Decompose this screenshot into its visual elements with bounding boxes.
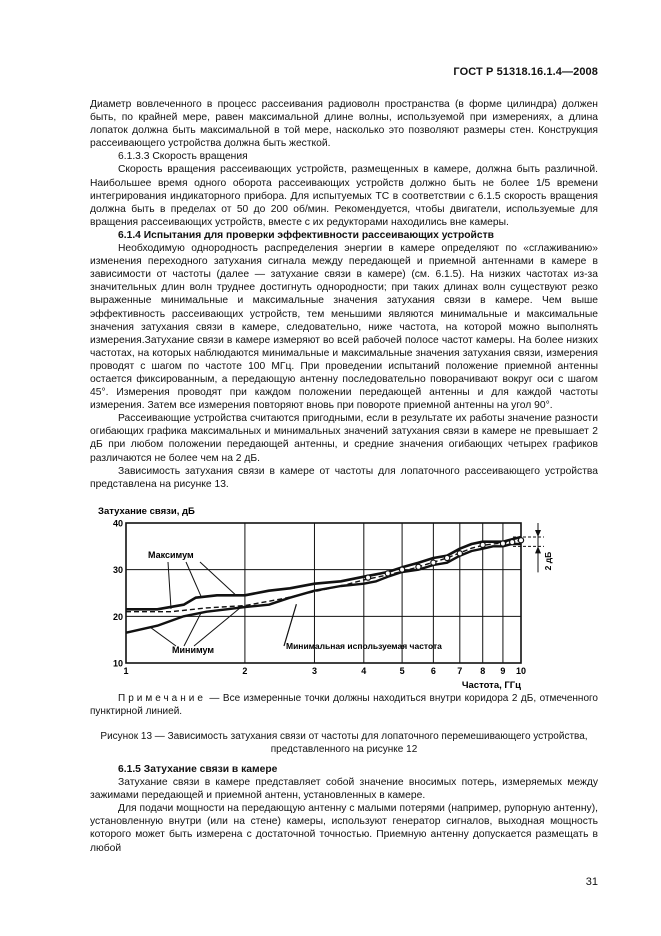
- measurement-point: [399, 567, 404, 572]
- y-tick-label: 20: [112, 611, 123, 622]
- paragraph: Диаметр вовлеченного в процесс рассеивания радиоволн пространства (в форме цилиндра) должен быть, по крайней мере, равен максимальной длине волны, используемой при измерениях, а длина лопаток должна быть максимальной в той мере, насколько это позволяют размеры стен. Конструкция рассеивающего устройства должна быть жесткой.: [90, 99, 598, 150]
- corridor-arrow-icon: [535, 546, 541, 553]
- measurement-point: [416, 564, 421, 569]
- page-number: 31: [585, 876, 598, 888]
- paragraph: Затухание связи в камере представляет собой значение вносимых потерь, измеряемых между зажимами передающей и приемной антенн, установленных в камере.: [90, 777, 598, 802]
- section-heading-6-1-5: 6.1.5 Затухание связи в камере: [118, 764, 278, 775]
- measurement-point: [480, 542, 485, 547]
- note-text: — Все измеренные точки должны находиться внутри коридора 2 дБ, отмеченного пунктирной линией.: [90, 693, 598, 717]
- measurement-point: [510, 540, 515, 545]
- measurement-point: [500, 541, 505, 546]
- measurement-point: [457, 551, 462, 556]
- measurement-point: [385, 571, 390, 576]
- maximum-curve: [126, 537, 521, 609]
- x-tick-label: 1: [123, 666, 129, 676]
- figure-note: [90, 692, 598, 718]
- y-tick-label: 40: [112, 518, 123, 529]
- section-heading-6-1-4: 6.1.4 Испытания для проверки эффективности рассеивающих устройств: [118, 229, 494, 241]
- maximum-pointer: [168, 562, 171, 609]
- x-tick-label: 4: [361, 666, 367, 676]
- maximum-pointer: [186, 562, 201, 597]
- note-label: Примечание: [118, 693, 206, 704]
- minimum-pointer: [184, 613, 201, 646]
- document-header: ГОСТ Р 51318.16.1.4—2008: [453, 66, 598, 78]
- corridor-label: 2 дБ: [543, 551, 553, 571]
- x-axis-label: Частота, ГГц: [461, 680, 521, 690]
- y-tick-label: 10: [112, 658, 123, 669]
- attenuation-chart: [96, 500, 566, 690]
- min-freq-pointer: [284, 604, 296, 646]
- x-tick-label: 7: [457, 666, 463, 676]
- text-block-top: [90, 98, 598, 491]
- x-tick-label: 9: [500, 666, 506, 676]
- text-block-bottom: [90, 763, 598, 855]
- y-tick-label: 30: [112, 565, 123, 576]
- corridor-arrow-icon: [535, 530, 541, 537]
- section-heading-6-1-3-3: 6.1.3.3 Скорость вращения: [118, 151, 248, 163]
- maximum-pointer: [200, 562, 236, 595]
- x-tick-label: 10: [515, 666, 527, 676]
- paragraph: Для подачи мощности на передающую антенну с малыми потерями (например, рупорную антенну), установленную внутри (или на стене) камеры, используют генератор сигналов, выходная мощность которого может быть измерена с достаточной точностью. Приемную антенну допускается размещать в любой: [90, 803, 598, 854]
- y-axis-label: Затухание связи, дБ: [98, 506, 195, 517]
- paragraph: Зависимость затухания связи в камере от частоты для лопаточного рассеивающего устройства представлена на рисунке 13.: [90, 465, 598, 490]
- x-tick-label: 5: [399, 666, 405, 676]
- x-tick-label: 8: [480, 666, 486, 676]
- figure-caption: Рисунок 13 — Зависимость затухания связи от частоты для лопаточного перемешивающего устройства, представленного на рисунке 12: [100, 731, 588, 755]
- measurement-point: [445, 555, 450, 560]
- x-tick-label: 6: [430, 666, 436, 676]
- maximum-label: Максимум: [148, 550, 194, 560]
- minimum-pointer: [150, 627, 176, 646]
- measurement-point: [431, 560, 436, 565]
- x-tick-label: 3: [311, 666, 317, 676]
- measurement-point: [518, 538, 523, 543]
- paragraph: Скорость вращения рассеивающих устройств, размещенных в камере, должна быть различной. Наибольшее время одного оборота рассеивающих устройств должно быть не более 1/5 времени интегрирования индикаторного прибора. Для испытуемых ТС в соответствии с 6.1.5 скорость вращения должна быть в пределах от 50 до 200 об/мин. Рекомендуется, чтобы двигатели, используемые для вращения рассеивающих устройств, вместе с их редукторами находились вне камеры.: [90, 164, 598, 228]
- minimum-label: Минимум: [172, 645, 215, 655]
- paragraph: Рассеивающие устройства считаются пригодными, если в результате их работы значение разности огибающих графика максимальных и минимальных значений затухания связи в камере не превышает 2 дБ при любом положении передающей антенны, и средние значения огибающих четырех графиков различаются не более чем на 2 дБ.: [90, 413, 598, 464]
- measurement-point: [365, 575, 370, 580]
- min-freq-label: Минимальная используемая частота: [286, 641, 442, 651]
- paragraph: Необходимую однородность распределения энергии в камере определяют по «сглаживанию» изменения переходного затухания сигнала между передающей и приемной антеннами в камере в зависимости от частоты (далее — затухание связи в камере) (см. 6.1.5). На низких частотах из-за значительных длин волн труднее достигнуть однородности; при таких длинах волн существуют резко выраженные минимальные и максимальные значения затухания связи в камере. Чем выше эффективность рассеивающих устройств, тем меньшими являются минимальные и максимальные значения затухания связи в камере, следовательно, ниже частота, на которой можно выполнять измерения.Затухание связи в камере измеряют во всей рабочей полосе частот камеры. На более низких частотах, на которых наблюдаются минимальные и максимальные значения затухания связи, измерения проводят с шагом по частоте 100 МГц. При проведении испытаний положение приемной антенны остается фиксированным, а передающую антенну последовательно поворачивают вокруг оси с шагом 45°. Измерения проводят при каждом положении передающей антенны и для каждой частоты измерения. Затем все измерения повторяют вновь при повороте приемной антенны на угол 90°.: [90, 243, 598, 412]
- x-tick-label: 2: [242, 666, 248, 676]
